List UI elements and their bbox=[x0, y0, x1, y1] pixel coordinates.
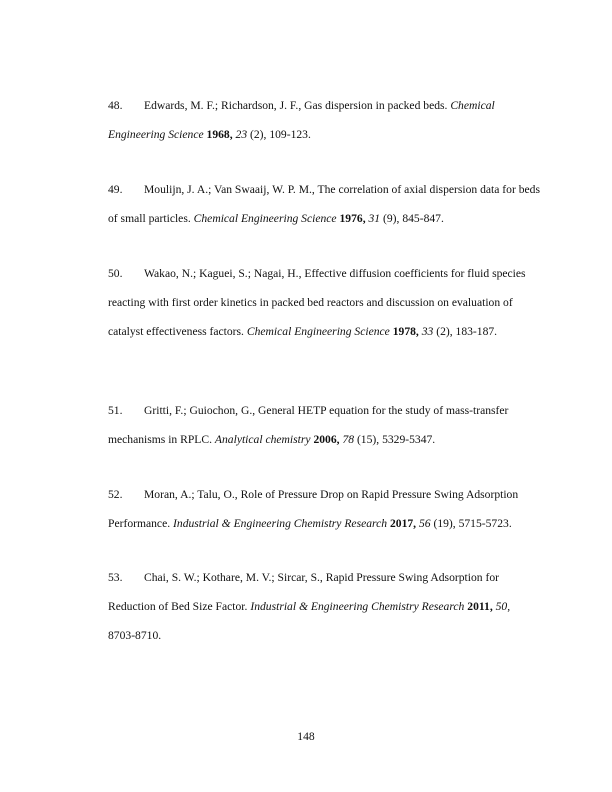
reference-journal: Industrial & Engineering Chemistry Research bbox=[173, 517, 388, 530]
reference-number: 53. bbox=[108, 571, 123, 584]
reference-issue: (19), bbox=[430, 517, 459, 530]
reference-title: Role of Pressure Drop on Rapid Pressure Swing Adsorption Performance. bbox=[108, 488, 519, 530]
reference-authors: Edwards, M. F.; Richardson, J. F., bbox=[144, 99, 305, 112]
reference-year: 1978, bbox=[392, 325, 419, 338]
reference-authors: Moran, A.; Talu, O., bbox=[144, 488, 241, 501]
reference-53 bbox=[108, 563, 540, 650]
reference-issue: (15), bbox=[354, 433, 383, 446]
reference-title: Gas dispersion in packed beds. bbox=[304, 99, 451, 112]
reference-issue: , bbox=[507, 600, 511, 613]
reference-journal: Chemical Engineering Science bbox=[193, 212, 337, 225]
reference-issue: (9), bbox=[380, 212, 403, 225]
reference-number: 52. bbox=[108, 488, 123, 501]
reference-50 bbox=[108, 259, 540, 346]
reference-authors: Gritti, F.; Guiochon, G., bbox=[144, 404, 259, 417]
reference-authors: Chai, S. W.; Kothare, M. V.; Sircar, S., bbox=[144, 571, 326, 584]
reference-pages: 5329-5347. bbox=[382, 433, 436, 446]
reference-51 bbox=[108, 396, 540, 454]
reference-pages: 8703-8710. bbox=[108, 629, 162, 642]
reference-volume: 78 bbox=[342, 433, 355, 446]
reference-volume: 56 bbox=[418, 517, 431, 530]
reference-pages: 183-187. bbox=[455, 325, 498, 338]
reference-journal: Analytical chemistry bbox=[214, 433, 311, 446]
reference-pages: 109-123. bbox=[269, 128, 311, 141]
reference-number: 49. bbox=[108, 183, 123, 196]
reference-journal: Industrial & Engineering Chemistry Research bbox=[250, 600, 465, 613]
reference-volume: 23 bbox=[235, 128, 248, 141]
page-number: 148 bbox=[297, 730, 315, 743]
reference-48 bbox=[108, 91, 540, 149]
reference-pages: 845-847. bbox=[402, 212, 444, 225]
reference-issue: (2), bbox=[433, 325, 456, 338]
reference-number: 51. bbox=[108, 404, 123, 417]
reference-authors: Moulijn, J. A.; Van Swaaij, W. P. M., bbox=[144, 183, 318, 196]
reference-year: 1968, bbox=[206, 128, 233, 141]
reference-volume: 50 bbox=[495, 600, 508, 613]
reference-number: 48. bbox=[108, 99, 123, 112]
reference-title: Effective diffusion coefficients for fluid species reacting with first order kinetics in packed bed reactors and discussion on evaluation of catalyst effectiveness factors. bbox=[108, 267, 526, 338]
reference-pages: 5715-5723. bbox=[458, 517, 512, 530]
reference-volume: 33 bbox=[421, 325, 434, 338]
reference-year: 2011, bbox=[467, 600, 493, 613]
reference-issue: (2), bbox=[247, 128, 270, 141]
reference-52 bbox=[108, 480, 540, 538]
reference-year: 1976, bbox=[339, 212, 366, 225]
reference-volume: 31 bbox=[368, 212, 381, 225]
reference-title: General HETP equation for the study of mass-transfer mechanisms in RPLC. bbox=[108, 404, 509, 446]
reference-number: 50. bbox=[108, 267, 123, 280]
reference-title: The correlation of axial dispersion data for beds of small particles. bbox=[108, 183, 540, 225]
reference-authors: Wakao, N.; Kaguei, S.; Nagai, H., bbox=[144, 267, 305, 280]
reference-49 bbox=[108, 175, 540, 233]
reference-year: 2017, bbox=[389, 517, 417, 530]
reference-journal: Chemical Engineering Science bbox=[246, 325, 390, 338]
reference-year: 2006, bbox=[313, 433, 340, 446]
reference-journal: Chemical Engineering Science bbox=[108, 99, 495, 141]
reference-title: Rapid Pressure Swing Adsorption for Reduction of Bed Size Factor. bbox=[108, 571, 499, 613]
